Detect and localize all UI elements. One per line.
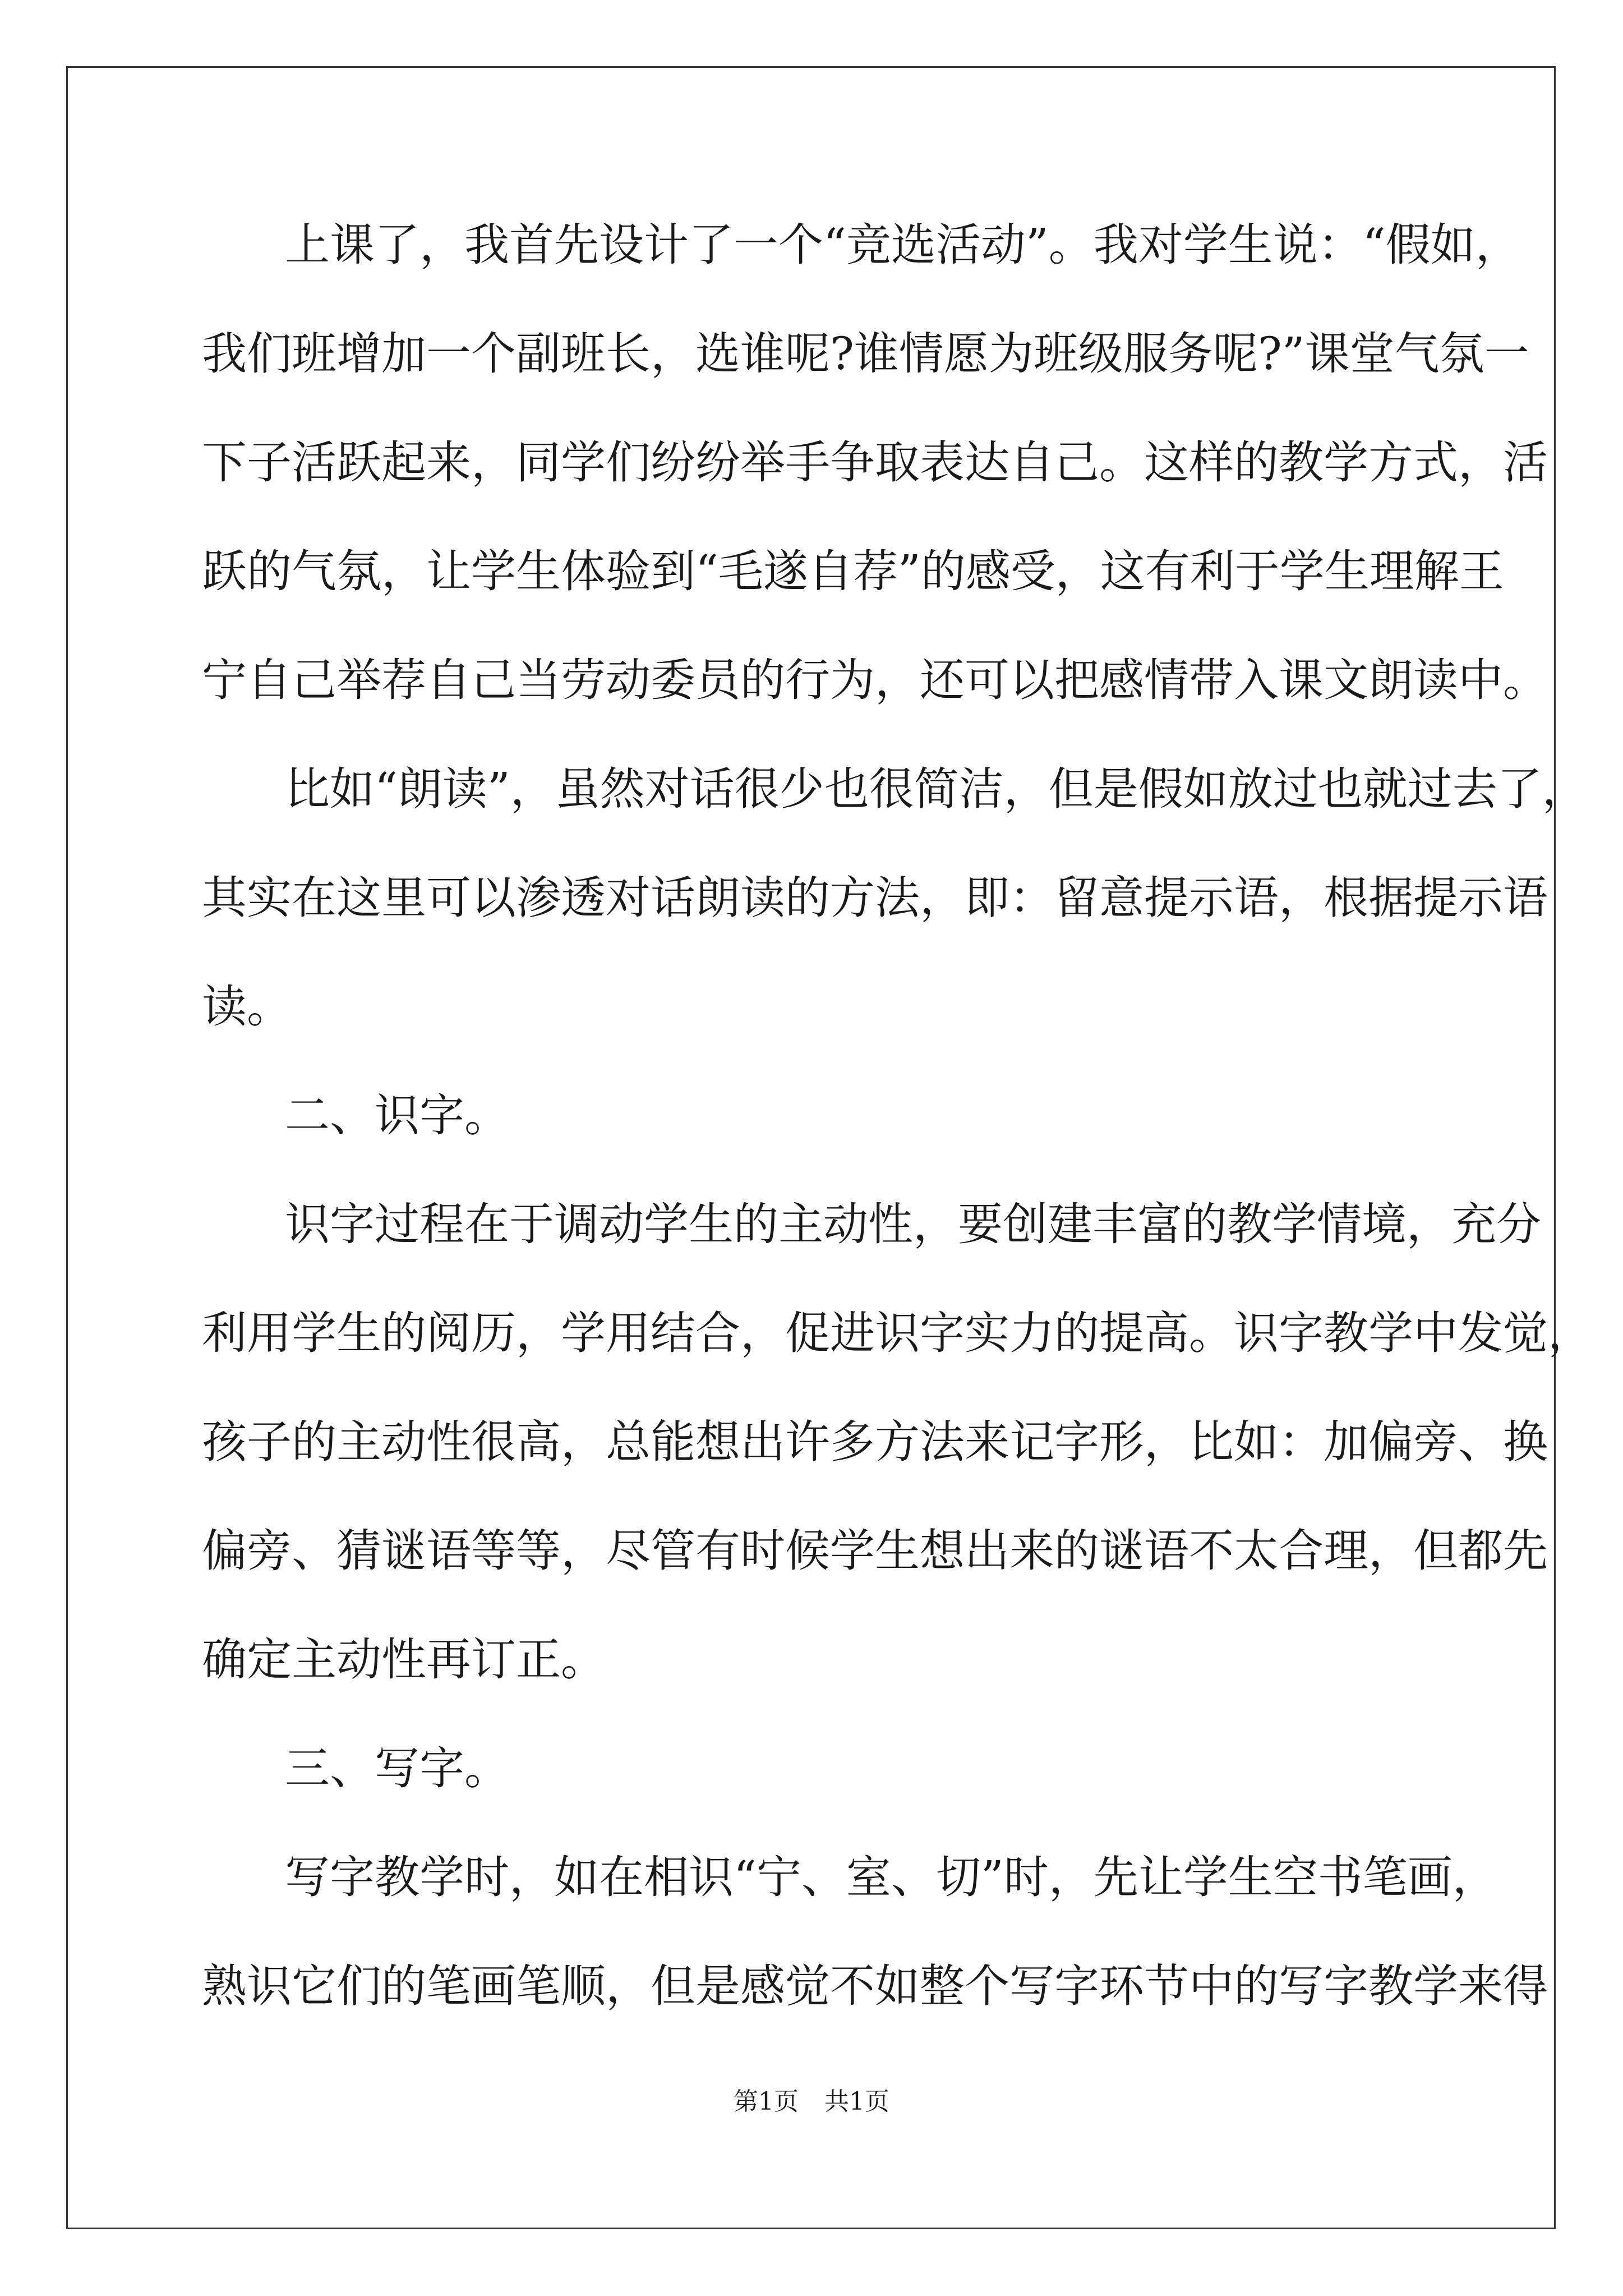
paragraph-writing <box>202 1823 1548 2041</box>
text-line: 孩子的主动性很高，总能想出许多方法来记字形，比如：加偏旁、换 <box>202 1416 1548 1468</box>
page-total: 共1页 <box>824 2087 889 2116</box>
section-heading-writing <box>202 1714 1424 1823</box>
text-line: 宁自己举荐自己当劳动委员的行为，还可以把感情带入课文朗读中。 <box>202 654 1548 706</box>
text-line: 偏旁、猜谜语等等，尽管有时候学生想出来的谜语不太合理，但都先 <box>202 1525 1548 1577</box>
text-line: 跃的气氛，让学生体验到“毛遂自荐”的感受，这有利于学生理解王 <box>202 545 1504 597</box>
text-line: 确定主动性再订正。 <box>202 1634 606 1686</box>
text-line: 我们班增加一个副班长，选谁呢?谁情愿为班级服务呢?”课堂气氛一 <box>202 328 1529 380</box>
text-line: 读。 <box>202 981 292 1033</box>
text-line: 上课了，我首先设计了一个“竞选活动”。我对学生说：“假如， <box>285 219 1520 271</box>
text-line: 识字过程在于调动学生的主动性，要创建丰富的教学情境，充分 <box>285 1198 1541 1250</box>
document-body <box>202 191 1593 2041</box>
section-heading-literacy <box>202 1061 1424 1170</box>
text-line: 比如“朗读”，虽然对话很少也很简洁，但是假如放过也就过去了， <box>285 763 1587 815</box>
text-line: 其实在这里可以渗透对话朗读的方法，即：留意提示语，根据提示语 <box>202 872 1548 924</box>
page-footer <box>0 2081 1623 2117</box>
paragraph-literacy <box>202 1170 1593 1714</box>
section-heading: 二、识字。 <box>285 1089 509 1142</box>
page-number: 第1页 <box>734 2087 799 2116</box>
paragraph-reading <box>202 735 1587 1061</box>
text-line: 下子活跃起来，同学们纷纷举手争取表达自己。这样的教学方式，活 <box>202 436 1548 489</box>
paragraph-class-start <box>202 191 1548 735</box>
text-line: 利用学生的阅历，学用结合，促进识字实力的提高。识字教学中发觉， <box>202 1307 1593 1359</box>
section-heading: 三、写字。 <box>285 1742 509 1795</box>
text-line: 熟识它们的笔画笔顺，但是感觉不如整个写字环节中的写字教学来得 <box>202 1960 1548 2012</box>
text-line: 写字教学时，如在相识“宁、室、切”时，先让学生空书笔画， <box>285 1851 1497 1903</box>
